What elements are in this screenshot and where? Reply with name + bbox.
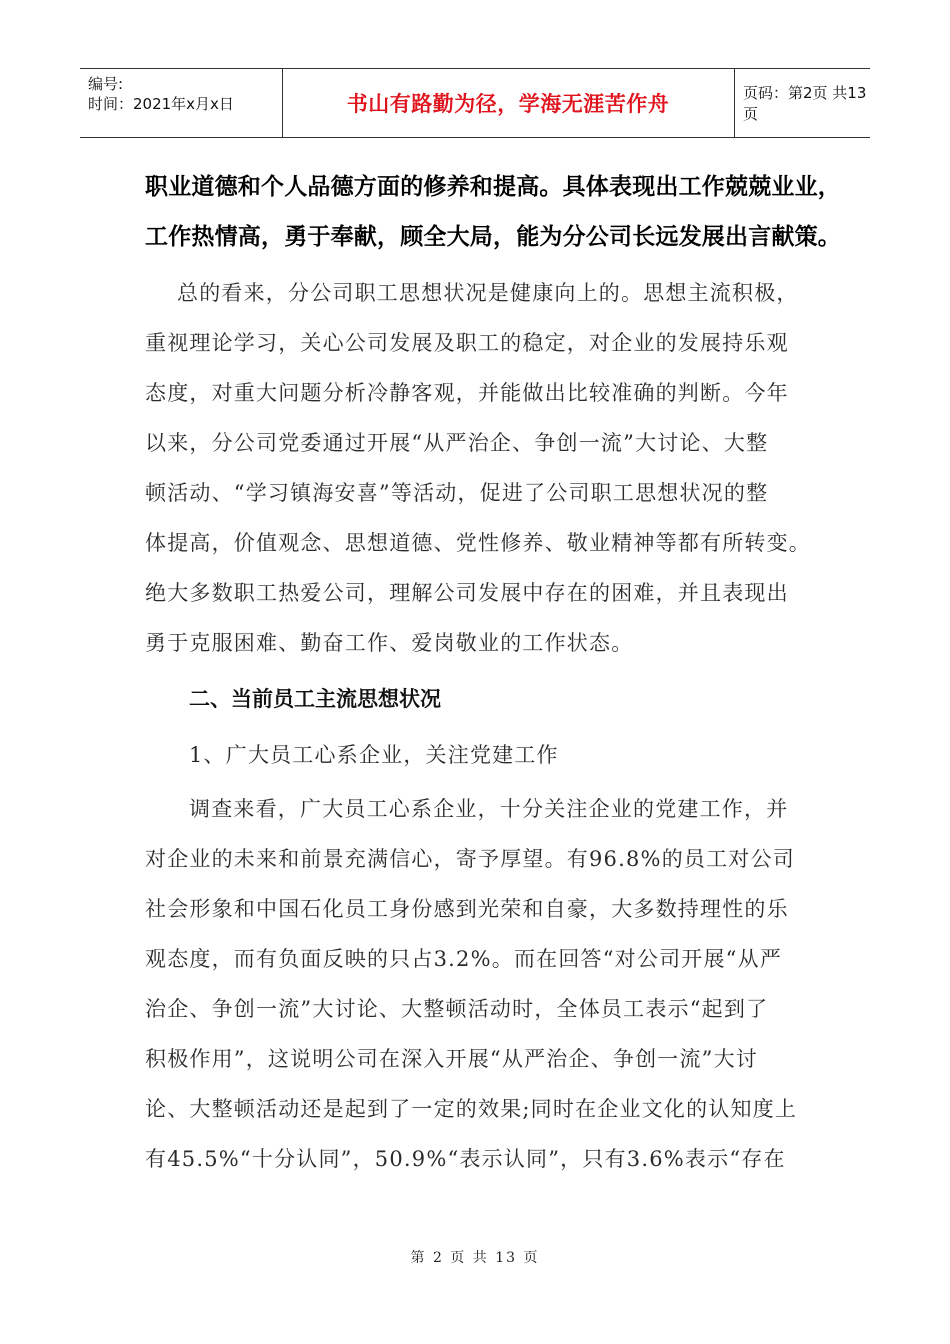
motto-text: 书山有路勤为径，学海无涯苦作舟 bbox=[346, 92, 670, 116]
paragraph-start-line: 总的看来，分公司职工思想状况是健康向上的。思想主流积极， bbox=[177, 281, 799, 305]
document-number-label: 编号: bbox=[88, 75, 124, 93]
header-page-cell bbox=[735, 69, 870, 137]
subsection-heading: 1、广大员工心系企业，关注党建工作 bbox=[189, 743, 559, 767]
text-line: 重视理论学习，关心公司发展及职工的稳定，对企业的发展持乐观 bbox=[145, 331, 789, 355]
text-line: 积极作用”，这说明公司在深入开展“从严治企、争创一流”大讨 bbox=[145, 1047, 759, 1071]
document-date: 时间：2021年x月x日 bbox=[88, 95, 234, 113]
text-line: 顿活动、“学习镇海安喜”等活动，促进了公司职工思想状况的整 bbox=[145, 481, 769, 505]
section-heading: 二、当前员工主流思想状况 bbox=[189, 687, 441, 711]
text-line: 对企业的未来和前景充满信心，寄予厚望。有96.8%的员工对公司 bbox=[145, 847, 795, 871]
page-footer: 第 2 页 共 13 页 bbox=[410, 1250, 540, 1266]
text-line: 工作热情高，勇于奉献，顾全大局，能为分公司长远发展出言献策。 bbox=[145, 224, 841, 250]
text-line: 绝大多数职工热爱公司，理解公司发展中存在的困难，并且表现出 bbox=[145, 581, 789, 605]
text-line: 以来，分公司党委通过开展“从严治企、争创一流”大讨论、大整 bbox=[145, 431, 769, 455]
header-motto-cell bbox=[282, 69, 735, 137]
text-line: 社会形象和中国石化员工身份感到光荣和自豪，大多数持理性的乐 bbox=[145, 897, 789, 921]
paragraph-start-line: 调查来看，广大员工心系企业，十分关注企业的党建工作，并 bbox=[189, 797, 789, 821]
text-line: 态度，对重大问题分析冷静客观，并能做出比较准确的判断。今年 bbox=[145, 381, 789, 405]
header-meta-cell bbox=[80, 69, 283, 137]
document-header bbox=[80, 68, 870, 138]
text-line: 勇于克服困难、勤奋工作、爱岗敬业的工作状态。 bbox=[145, 631, 634, 655]
text-line: 治企、争创一流”大讨论、大整顿活动时，全体员工表示“起到了 bbox=[145, 997, 769, 1021]
text-line: 职业道德和个人品德方面的修养和提高。具体表现出工作兢兢业业， bbox=[145, 174, 841, 200]
text-line: 论、大整顿活动还是起到了一定的效果;同时在企业文化的认知度上 bbox=[145, 1097, 798, 1121]
text-line: 体提高，价值观念、思想道德、党性修养、敬业精神等都有所转变。 bbox=[145, 531, 811, 555]
text-line: 观态度，而有负面反映的只占3.2%。而在回答“对公司开展“从严 bbox=[145, 947, 783, 971]
page-code: 页码：第2页 共13页 bbox=[743, 84, 867, 123]
text-line: 有45.5%“十分认同”，50.9%“表示认同”，只有3.6%表示“存在 bbox=[145, 1147, 786, 1171]
